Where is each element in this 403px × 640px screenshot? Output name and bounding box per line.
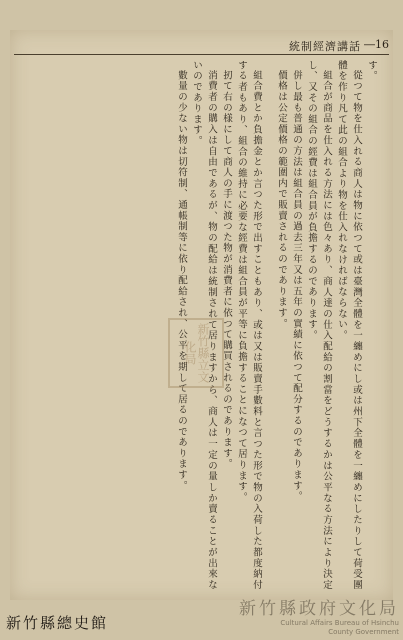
paragraph: 併し最も普通の方法は組合員の過去三年又は五年の實績に依つて配分するのであります。 xyxy=(291,69,302,502)
paragraph: す。 xyxy=(366,60,377,82)
watermark xyxy=(239,594,399,637)
header-rule xyxy=(14,54,389,55)
paragraph: 組合が商品を仕入れる方法には色々あり、商人達の仕入配給の割當をどうするかは公平なる方法により決定し、又その組合の經費は組合員が負擔するのであります。 xyxy=(306,60,332,590)
watermark-chinese: 新竹縣政府文化局 xyxy=(239,599,399,619)
paragraph: 數量の少ない物は切符制、通帳制等に依り配給され、公平を期して居るのであります。 xyxy=(176,69,187,491)
archive-label: 新竹縣總史館 xyxy=(6,614,109,632)
paragraph: 從つて物を仕入れる商人は物に依つて或は臺灣全體を一纏めにし或は州下全體を一纏めにしたりして荷受團體を作り凡て此の組合より物を仕入れなければならない。 xyxy=(336,60,362,590)
paragraph: 扨て右の様にして商人の手に渡つた物が消費者に依つて購買されるのであります。 xyxy=(221,69,232,470)
page-number: ―16 xyxy=(364,38,389,51)
page-header xyxy=(14,38,389,54)
page-title: 統制經濟講話 xyxy=(289,40,361,53)
watermark-english-1: Cultural Affairs Bureau of Hsinchu xyxy=(280,619,399,627)
paragraph: 組合費とか負擔金とか言つた形で出すこともあり、或は又は販賣手數料と言つた形で物の入荷した都度納付する者もあり、組合の維持に必要な經費は組合員が平等に負擔することになつて居ります。 xyxy=(236,60,262,590)
paragraph: 消費者の購入は自由であるが、物の配給は統制されて居りますから、商人は一定の量しか賣ることが出來ないのであります。 xyxy=(191,60,217,590)
paragraph: 價格は公定價格の範圍内で販賣されるのであります。 xyxy=(276,69,287,329)
watermark-english-2: County Government xyxy=(328,628,399,636)
library-stamp: 新竹縣立文化局 xyxy=(168,318,224,388)
